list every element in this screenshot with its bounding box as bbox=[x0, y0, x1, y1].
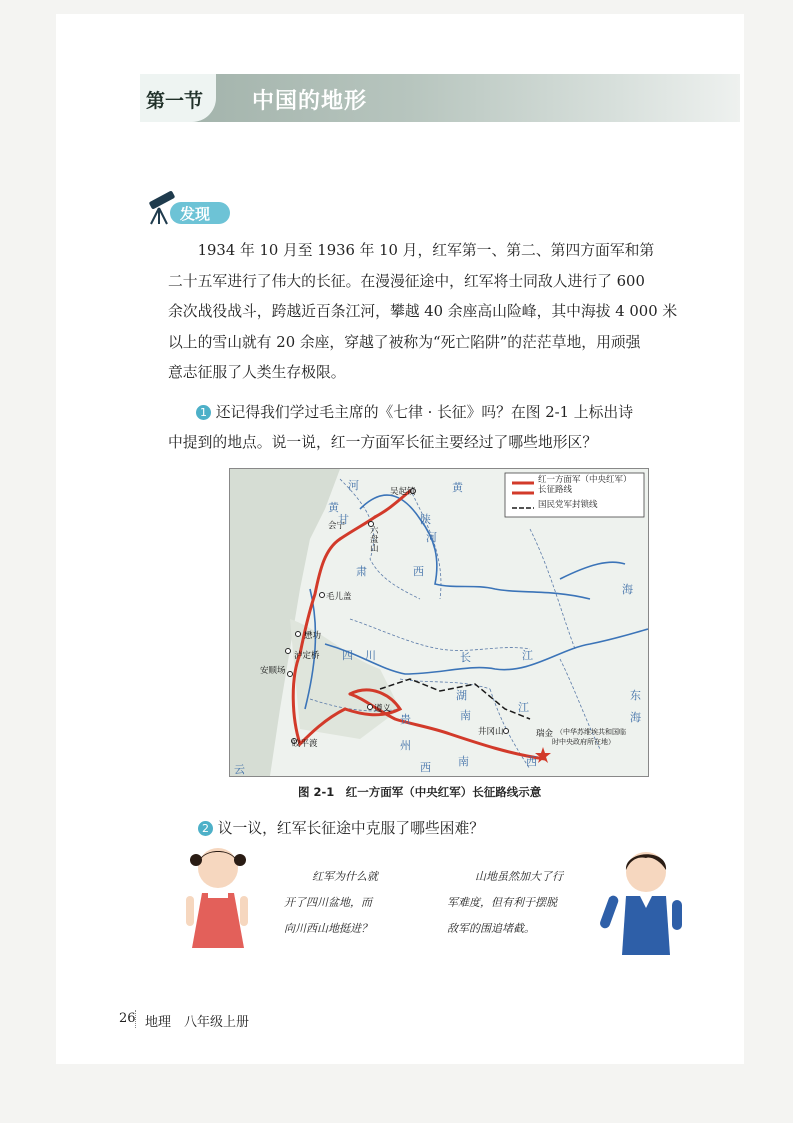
region-label: 川 bbox=[365, 649, 376, 662]
question-number-badge: 1 bbox=[196, 405, 211, 420]
region-label: 陕 bbox=[420, 513, 431, 526]
region-label: 西 bbox=[526, 755, 537, 768]
place-label: 安顺场 bbox=[260, 666, 286, 676]
place-label: 井冈山 bbox=[478, 727, 504, 737]
question-1-line: 中提到的地点。说一说，红一方面军长征主要经过了哪些地形区？ bbox=[168, 434, 598, 451]
region-label: 南 bbox=[460, 709, 471, 722]
region-label: 西 bbox=[413, 565, 424, 578]
discover-badge bbox=[143, 188, 233, 228]
region-label: 肃 bbox=[356, 565, 367, 578]
intro-line: 以上的雪山就有 20 余座，穿越了被称为“死亡陷阱”的茫茫草地，用顽强 bbox=[168, 333, 641, 351]
boy-character-illustration bbox=[600, 840, 692, 960]
place-label: 泸定桥 bbox=[294, 651, 320, 661]
region-label: 南 bbox=[458, 755, 469, 768]
intro-line: 1934 年 10 月至 1936 年 10 月，红军第一、第二、第四方面军和第 bbox=[197, 242, 655, 259]
discover-label: 发现 bbox=[180, 205, 211, 223]
place-label: 吴起镇 bbox=[390, 487, 416, 497]
region-label: 江 bbox=[522, 649, 533, 662]
region-label: 州 bbox=[400, 739, 411, 752]
question-2-text: 议一议，红军长征途中克服了哪些困难？ bbox=[217, 820, 485, 837]
region-label: 四 bbox=[342, 649, 353, 662]
region-label: 河 bbox=[426, 531, 437, 544]
region-label: 河 bbox=[348, 479, 359, 492]
section-number: 第一节 bbox=[146, 90, 204, 112]
legend-item: 国民党军封锁线 bbox=[538, 500, 598, 510]
intro-line: 二十五军进行了伟大的长征。在漫漫征途中，红军将士同敌人进行了 600 bbox=[168, 272, 645, 290]
region-label: 贵 bbox=[400, 713, 411, 726]
region-label: 海 bbox=[630, 711, 641, 724]
girl-speech-bubble bbox=[284, 864, 378, 942]
region-label: 海 bbox=[622, 583, 633, 596]
speech-line: 山地虽然加大了行 bbox=[475, 870, 563, 883]
footer-divider bbox=[135, 1010, 137, 1028]
girl-character-illustration bbox=[178, 838, 256, 958]
region-label: 西 bbox=[420, 761, 431, 774]
intro-line: 意志征服了人类生存极限。 bbox=[168, 364, 346, 381]
intro-line: 余次战役战斗，跨越近百条江河，攀越 40 余座高山险峰，其中海拔 4 000 米 bbox=[168, 303, 678, 320]
place-label: （中华苏维埃共和国临 bbox=[556, 728, 626, 736]
region-label: 黄 bbox=[328, 501, 339, 514]
place-label: 六盘山 bbox=[370, 526, 379, 554]
question-1 bbox=[168, 398, 718, 458]
figure-caption: 图 2-1 红一方面军（中央红军）长征路线示意 bbox=[298, 785, 542, 799]
map-legend bbox=[538, 475, 632, 510]
place-label: 毛儿盖 bbox=[326, 592, 352, 602]
region-label: 东 bbox=[630, 689, 641, 702]
section-header-bar bbox=[140, 74, 740, 122]
speech-line: 向川西山地挺进？ bbox=[284, 922, 372, 935]
legend-item: 红一方面军（中央红军） bbox=[538, 475, 632, 485]
region-label: 云 bbox=[234, 763, 245, 776]
region-label: 江 bbox=[518, 701, 529, 714]
place-label: 时中央政府所在地） bbox=[552, 738, 615, 746]
intro-paragraph bbox=[168, 236, 718, 389]
question-1-line: 还记得我们学过毛主席的《七律 · 长征》吗？在图 2-1 上标出诗 bbox=[215, 404, 633, 421]
place-label: 会宁 bbox=[328, 521, 346, 531]
question-number-badge: 2 bbox=[198, 821, 213, 836]
place-label: 瑞金 bbox=[536, 729, 554, 739]
question-2 bbox=[198, 817, 484, 838]
speech-line: 军难度，但有利于摆脱 bbox=[447, 896, 557, 909]
region-label: 黄 bbox=[452, 481, 463, 494]
speech-line: 红军为什么就 bbox=[312, 870, 378, 883]
page-number: 26 bbox=[119, 1011, 136, 1026]
section-title: 中国的地形 bbox=[252, 88, 368, 114]
speech-line: 开了四川盆地，而 bbox=[284, 896, 372, 909]
place-label: 懋功 bbox=[304, 631, 322, 641]
speech-line: 敌军的围追堵截。 bbox=[447, 922, 535, 935]
region-label: 湖 bbox=[456, 689, 467, 702]
region-label: 长 bbox=[460, 651, 471, 664]
legend-item: 长征路线 bbox=[538, 485, 573, 495]
place-label: 遵义 bbox=[374, 704, 392, 714]
region-label: 甘 bbox=[338, 513, 349, 526]
place-label: 皎平渡 bbox=[292, 739, 318, 749]
footer-book-title: 地理 八年级上册 bbox=[145, 1015, 250, 1030]
long-march-map bbox=[229, 468, 649, 777]
boy-speech-bubble bbox=[447, 864, 563, 942]
